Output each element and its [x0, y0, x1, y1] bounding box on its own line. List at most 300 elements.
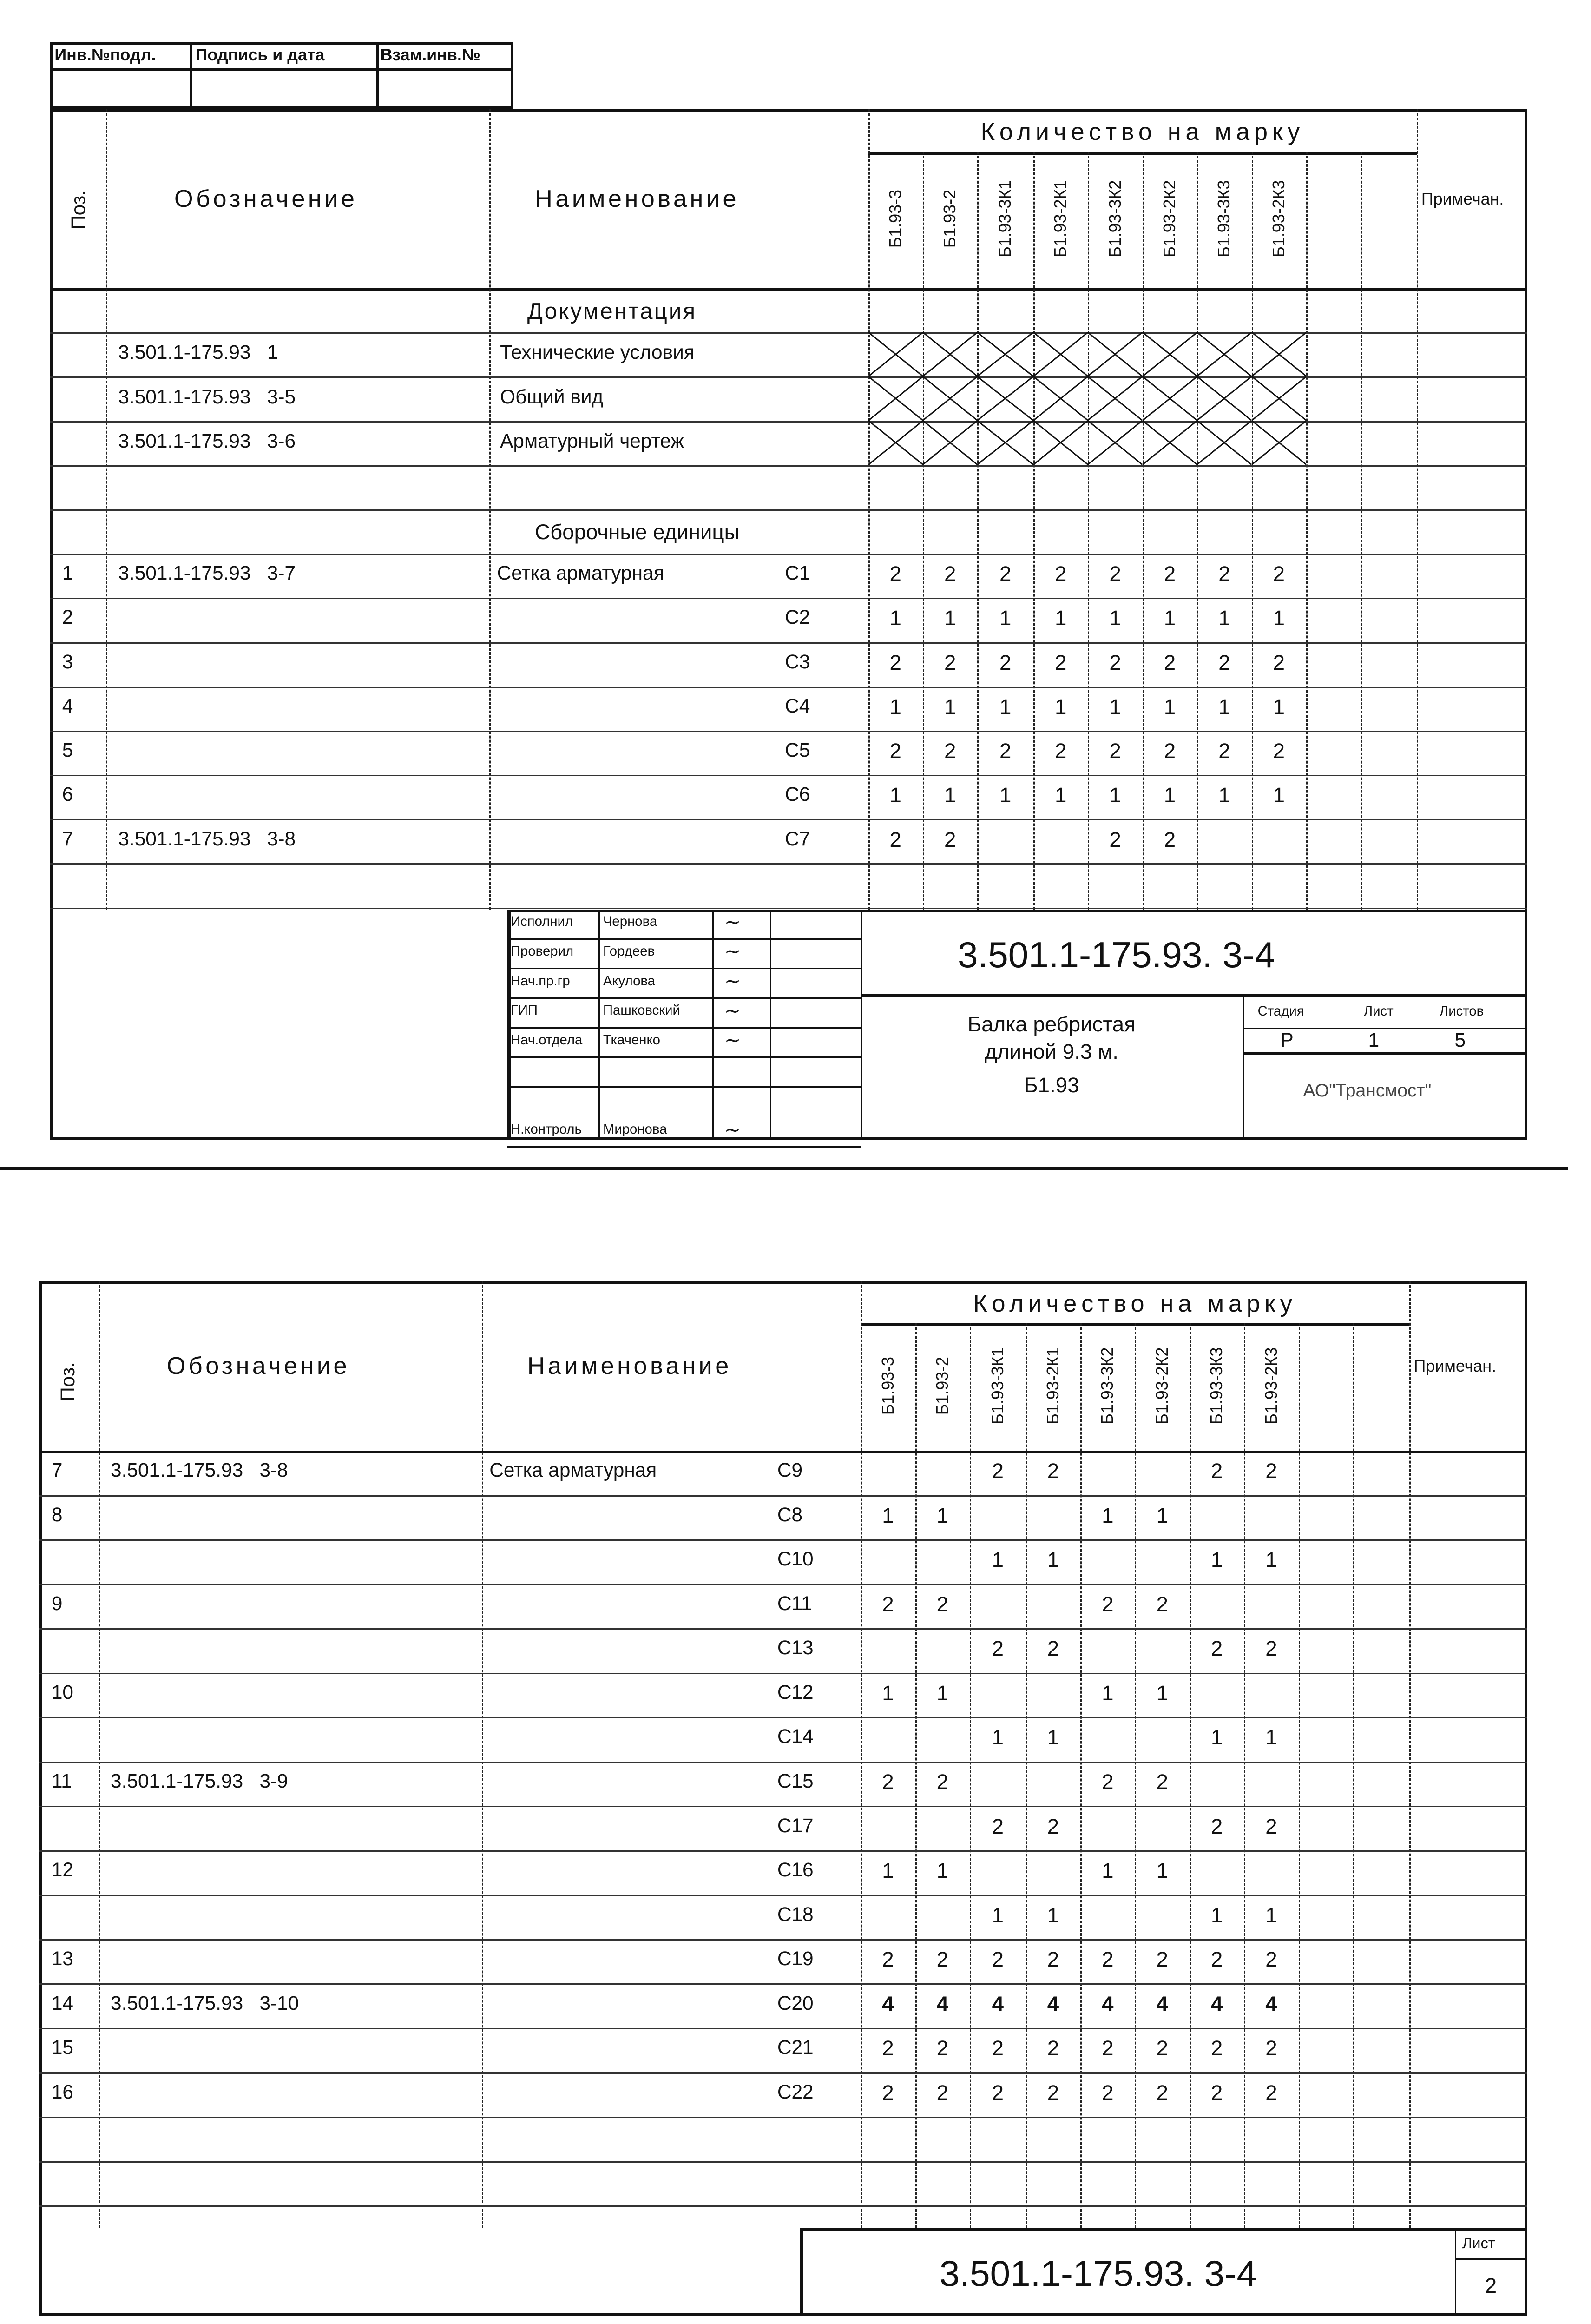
sheet-divider	[0, 1167, 1568, 1170]
column-line	[1353, 1323, 1354, 2228]
row-mark: С16	[777, 1859, 814, 1881]
row-rule	[39, 2072, 1527, 2073]
header-pos: Поз.	[57, 1361, 79, 1401]
qty-cell: 1	[1047, 1548, 1059, 1572]
qty-cell: 2	[944, 562, 956, 586]
row-designation: 3.501.1-175.93 3-8	[111, 1459, 288, 1481]
qty-cell: 2	[1102, 1770, 1114, 1794]
qty-cell: 2	[1156, 2036, 1168, 2060]
cross-cell-icon	[923, 332, 977, 376]
qty-cell: 1	[1055, 783, 1067, 807]
cross-cell-icon	[923, 376, 977, 421]
qty-cell: 2	[889, 562, 901, 586]
row-mark: С14	[777, 1725, 814, 1748]
mark-column-label: Б1.93-2К2	[1160, 180, 1179, 257]
sheet-number-2: 2	[1485, 2273, 1497, 2298]
qty-cell: 1	[889, 606, 901, 630]
sheet-value: 1	[1368, 1029, 1380, 1051]
row-designation: 3.501.1-175.93 3-7	[118, 562, 296, 584]
row-mark: С18	[777, 1903, 814, 1925]
document-code-2: 3.501.1-175.93. 3-4	[939, 2252, 1257, 2294]
signature: ~	[724, 910, 741, 933]
row-mark: С12	[777, 1681, 814, 1703]
organization: АО"Трансмост"	[1303, 1081, 1432, 1101]
mark-column-label: Б1.93-3К3	[1215, 180, 1234, 257]
qty-cell: 1	[882, 1681, 894, 1705]
stamp-replace-label: Взам.инв.№	[380, 45, 480, 64]
section-assemblies: Сборочные единицы	[535, 520, 740, 544]
qty-cell: 1	[1273, 694, 1285, 719]
qty-cell: 1	[1218, 783, 1230, 807]
qty-cell: 1	[1102, 1859, 1114, 1883]
qty-cell: 1	[999, 606, 1012, 630]
mark-column-label: Б1.93-3К1	[988, 1347, 1007, 1425]
qty-cell: 2	[1265, 1637, 1277, 1661]
row-mark: С10	[777, 1548, 814, 1570]
qty-cell: 2	[1265, 1814, 1277, 1838]
row-pos: 12	[51, 1859, 73, 1881]
row-rule	[50, 731, 1527, 732]
cross-cell-icon	[1197, 376, 1251, 421]
header-qty-title: Количество на марку	[980, 119, 1304, 146]
qty-cell: 2	[1273, 562, 1285, 586]
qty-cell: 2	[1210, 2036, 1223, 2060]
row-pos: 8	[51, 1503, 63, 1525]
qty-cell: 4	[1102, 1992, 1114, 2016]
title-line-2: длиной 9.3 м.	[985, 1040, 1118, 1064]
qty-cell: 2	[992, 1637, 1004, 1661]
qty-cell: 2	[889, 650, 901, 674]
cross-cell-icon	[1252, 376, 1306, 421]
role-label: ГИП	[510, 1003, 538, 1018]
stamp-sign-label: Подпись и дата	[195, 45, 325, 64]
row-name: Сетка арматурная	[497, 562, 664, 584]
qty-cell: 2	[1047, 1637, 1059, 1661]
row-pos: 4	[62, 694, 73, 717]
qty-cell: 2	[1102, 1948, 1114, 1972]
row-rule	[50, 598, 1527, 599]
qty-cell: 2	[936, 2036, 949, 2060]
qty-cell: 2	[882, 2080, 894, 2105]
title-line-3: Б1.93	[1024, 1073, 1079, 1097]
qty-cell: 2	[1265, 2080, 1277, 2105]
qty-cell: 2	[1265, 1948, 1277, 1972]
qty-cell: 1	[1047, 1725, 1059, 1750]
qty-cell: 1	[1164, 606, 1176, 630]
row-pos: 1	[62, 562, 73, 584]
qty-cell: 2	[992, 1948, 1004, 1972]
header-qty-title: Количество на марку	[973, 1290, 1297, 1318]
row-pos: 11	[51, 1770, 72, 1792]
qty-cell: 1	[992, 1903, 1004, 1927]
cross-cell-icon	[868, 332, 923, 376]
row-rule	[39, 1673, 1527, 1674]
mark-column-label: Б1.93-3	[886, 190, 905, 248]
qty-cell: 1	[1109, 606, 1121, 630]
sheet-label-2: Лист	[1462, 2234, 1495, 2251]
cross-cell-icon	[1088, 376, 1142, 421]
row-rule	[50, 554, 1527, 555]
stage-label: Стадия	[1257, 1003, 1304, 1019]
title-block-col	[1243, 994, 1244, 1140]
header-pos: Поз.	[67, 190, 90, 230]
row-designation: 3.501.1-175.93 3-9	[111, 1770, 288, 1792]
qty-cell: 2	[936, 1948, 949, 1972]
qty-cell: 1	[1055, 606, 1067, 630]
row-mark: С17	[777, 1814, 814, 1836]
row-rule	[50, 687, 1527, 688]
qty-cell: 2	[992, 2036, 1004, 2060]
qty-cell: 1	[1109, 783, 1121, 807]
row-mark: С13	[777, 1637, 814, 1659]
row-mark: С20	[777, 1992, 814, 2014]
row-mark: С4	[785, 694, 810, 717]
mark-column-label: Б1.93-2	[940, 190, 960, 248]
qty-cell: 2	[1109, 827, 1121, 852]
row-rule	[39, 2028, 1527, 2029]
cross-cell-icon	[1088, 421, 1142, 465]
row-rule	[39, 1539, 1527, 1541]
qty-cell: 2	[882, 1770, 894, 1794]
role-label: Проверил	[510, 943, 574, 959]
qty-cell: 4	[992, 1992, 1004, 2016]
mark-column-label: Б1.93-2К3	[1262, 1347, 1281, 1425]
qty-cell: 1	[1156, 1859, 1168, 1883]
sheets-value: 5	[1454, 1029, 1466, 1051]
qty-cell: 2	[1164, 562, 1176, 586]
role-label: Нач.отдела	[510, 1032, 583, 1048]
qty-cell: 1	[1102, 1503, 1114, 1527]
cross-cell-icon	[977, 376, 1033, 421]
qty-cell: 1	[1164, 783, 1176, 807]
qty-cell: 2	[1210, 1948, 1223, 1972]
title-block-edge	[507, 910, 511, 1140]
person-name: Ткаченко	[603, 1032, 660, 1048]
row-pos: 10	[51, 1681, 73, 1703]
qty-cell: 4	[1156, 1992, 1168, 2016]
row-rule	[50, 863, 1527, 865]
doc-designation: 3.501.1-175.93 3-6	[118, 429, 296, 452]
doc-name: Общий вид	[500, 385, 604, 408]
qty-cell: 1	[999, 783, 1012, 807]
stamp-col	[190, 42, 193, 109]
row-pos: 16	[51, 2080, 73, 2103]
row-mark: С1	[785, 562, 810, 584]
role-label: Исполнил	[510, 914, 573, 930]
qty-cell: 1	[1047, 1903, 1059, 1927]
qty-cell: 2	[1218, 739, 1230, 763]
qty-cell: 1	[889, 694, 901, 719]
qty-cell: 1	[1164, 694, 1176, 719]
row-mark: С21	[777, 2036, 814, 2059]
title-block-col	[1455, 2228, 1456, 2316]
header-rule	[39, 1451, 1527, 1454]
qty-cell: 1	[1156, 1681, 1168, 1705]
row-mark: С7	[785, 827, 810, 850]
title-block-rule	[507, 1086, 861, 1088]
qty-cell: 2	[944, 827, 956, 852]
role-label: Нач.пр.гр	[510, 973, 570, 989]
row-rule	[39, 1495, 1527, 1496]
row-designation: 3.501.1-175.93 3-10	[111, 1992, 299, 2014]
row-pos: 6	[62, 783, 73, 805]
sheets-label: Листов	[1439, 1003, 1484, 1019]
stamp-col	[376, 42, 379, 109]
title-block-col	[598, 910, 600, 1140]
column-line	[1409, 1281, 1411, 2228]
row-mark: С6	[785, 783, 810, 805]
signature: ~	[724, 1118, 741, 1141]
row-rule	[39, 1762, 1527, 1763]
qty-cell: 1	[882, 1503, 894, 1527]
mark-column-label: Б1.93-2	[933, 1357, 952, 1415]
qty-cell: 2	[944, 650, 956, 674]
qty-cell: 2	[936, 2080, 949, 2105]
title-block-rule	[1243, 1052, 1527, 1055]
person-name: Миронова	[603, 1122, 667, 1137]
qty-cell: 1	[1273, 783, 1285, 807]
qty-cell: 2	[1210, 1459, 1223, 1483]
qty-cell: 4	[1265, 1992, 1277, 2016]
qty-cell: 2	[936, 1770, 949, 1794]
qty-cell: 1	[1109, 694, 1121, 719]
qty-cell: 2	[1102, 2036, 1114, 2060]
row-rule	[39, 1584, 1527, 1585]
title-block-rule	[507, 1056, 861, 1058]
qty-cell: 2	[992, 1814, 1004, 1838]
title-block-rule	[507, 1146, 861, 1147]
row-rule	[39, 2161, 1527, 2163]
qty-cell: 2	[1164, 650, 1176, 674]
row-rule	[50, 775, 1527, 776]
qty-cell: 1	[1265, 1903, 1277, 1927]
qty-cell: 2	[889, 827, 901, 852]
qty-cell: 2	[1109, 739, 1121, 763]
cross-cell-icon	[977, 332, 1033, 376]
cross-cell-icon	[1033, 421, 1088, 465]
row-mark: С15	[777, 1770, 814, 1792]
row-rule	[50, 819, 1527, 820]
qty-cell: 2	[1210, 1814, 1223, 1838]
role-label: Н.контроль	[510, 1122, 582, 1137]
title-block-rule	[507, 910, 1527, 913]
cross-cell-icon	[923, 421, 977, 465]
qty-cell: 2	[1265, 1459, 1277, 1483]
qty-cell: 2	[992, 2080, 1004, 2105]
title-block-rule	[507, 938, 861, 940]
row-rule	[39, 1939, 1527, 1941]
qty-cell: 2	[1055, 739, 1067, 763]
doc-designation: 3.501.1-175.93 1	[118, 341, 278, 363]
qty-cell: 4	[1210, 1992, 1223, 2016]
qty-cell: 2	[1102, 1592, 1114, 1616]
qty-cell: 1	[1210, 1725, 1223, 1750]
qty-cell: 2	[1047, 2036, 1059, 2060]
signature: ~	[724, 999, 741, 1022]
qty-cell: 1	[889, 783, 901, 807]
qty-cell: 2	[1047, 2080, 1059, 2105]
person-name: Пашковский	[603, 1003, 680, 1018]
qty-cell: 2	[1164, 739, 1176, 763]
qty-cell: 2	[1265, 2036, 1277, 2060]
qty-cell: 2	[999, 739, 1012, 763]
row-rule	[39, 1806, 1527, 1807]
row-mark: С11	[777, 1592, 812, 1614]
row-pos: 2	[62, 606, 73, 628]
qty-cell: 2	[1210, 1637, 1223, 1661]
qty-cell: 2	[882, 1948, 894, 1972]
qty-cell: 2	[1156, 2080, 1168, 2105]
title-block-rule	[861, 994, 1527, 997]
cross-cell-icon	[1143, 332, 1197, 376]
cross-cell-icon	[1088, 332, 1142, 376]
qty-cell: 2	[1047, 1814, 1059, 1838]
qty-cell: 1	[1156, 1503, 1168, 1527]
column-line	[482, 1281, 483, 2228]
title-block-rule	[507, 997, 861, 999]
signature: ~	[724, 940, 741, 963]
row-pos: 5	[62, 739, 73, 761]
row-rule	[39, 2205, 1527, 2207]
qty-cell: 1	[1265, 1548, 1277, 1572]
row-rule	[39, 1850, 1527, 1852]
mark-column-label: Б1.93-3К2	[1098, 1347, 1117, 1425]
cross-cell-icon	[977, 421, 1033, 465]
mark-column-label: Б1.93-2К1	[1051, 180, 1070, 257]
qty-cell: 1	[944, 783, 956, 807]
doc-name: Технические условия	[500, 341, 695, 363]
row-name: Сетка арматурная	[489, 1459, 657, 1481]
qty-cell: 2	[1109, 562, 1121, 586]
cross-cell-icon	[868, 376, 923, 421]
title-block-rule	[507, 968, 861, 969]
cross-cell-icon	[1252, 421, 1306, 465]
header-name: Наименование	[527, 1352, 732, 1380]
header-designation: Обозначение	[166, 1352, 350, 1380]
doc-designation: 3.501.1-175.93 3-5	[118, 385, 296, 408]
title-block-rule	[507, 1027, 861, 1028]
mark-column-label: Б1.93-3К2	[1105, 180, 1124, 257]
cross-cell-icon	[1143, 376, 1197, 421]
qty-cell: 4	[1047, 1992, 1059, 2016]
title-block-col	[770, 910, 771, 1140]
sheet-label: Лист	[1363, 1003, 1394, 1019]
row-rule	[39, 2117, 1527, 2118]
row-pos: 3	[62, 650, 73, 673]
qty-cell: 2	[944, 739, 956, 763]
qty-cell: 2	[882, 2036, 894, 2060]
header-note: Примечан.	[1413, 1356, 1497, 1375]
column-line	[1299, 1323, 1300, 2228]
qty-cell: 2	[889, 739, 901, 763]
qty-cell: 1	[944, 694, 956, 719]
row-rule	[39, 1983, 1527, 1985]
qty-cell: 2	[1273, 739, 1285, 763]
cross-cell-icon	[1252, 332, 1306, 376]
stage-value: Р	[1280, 1029, 1294, 1051]
qty-cell: 2	[882, 1592, 894, 1616]
document-code: 3.501.1-175.93. 3-4	[957, 934, 1275, 975]
mark-column-label: Б1.93-3К1	[996, 180, 1015, 257]
row-pos: 14	[51, 1992, 73, 2014]
cross-cell-icon	[1143, 421, 1197, 465]
title-block-col	[712, 910, 714, 1140]
qty-cell: 1	[1210, 1548, 1223, 1572]
qty-cell: 1	[1218, 606, 1230, 630]
row-mark: С22	[777, 2080, 814, 2103]
section-documentation: Документация	[527, 299, 697, 324]
header-name: Наименование	[535, 185, 740, 212]
cross-cell-icon	[1197, 421, 1251, 465]
qty-cell: 1	[992, 1725, 1004, 1750]
cross-cell-icon	[1033, 376, 1088, 421]
qty-cell: 2	[1047, 1948, 1059, 1972]
qty-cell: 1	[1210, 1903, 1223, 1927]
qty-cell: 2	[1273, 650, 1285, 674]
row-pos: 9	[51, 1592, 63, 1614]
mark-column-label: Б1.93-2К1	[1043, 1347, 1062, 1425]
qty-cell: 2	[1218, 562, 1230, 586]
doc-name: Арматурный чертеж	[500, 429, 684, 452]
row-rule	[39, 1895, 1527, 1896]
row-designation: 3.501.1-175.93 3-8	[118, 827, 296, 850]
qty-cell: 2	[1055, 650, 1067, 674]
qty-cell: 2	[1218, 650, 1230, 674]
row-mark: С19	[777, 1948, 814, 1970]
qty-cell: 2	[999, 650, 1012, 674]
column-line	[1306, 152, 1308, 910]
column-line	[1361, 152, 1362, 910]
qty-cell: 1	[944, 606, 956, 630]
qty-cell: 1	[1218, 694, 1230, 719]
person-name: Чернова	[603, 914, 657, 930]
signature: ~	[724, 970, 741, 993]
row-pos: 7	[62, 827, 73, 850]
qty-cell: 2	[992, 1459, 1004, 1483]
qty-cell: 2	[936, 1592, 949, 1616]
qty-cell: 2	[1164, 827, 1176, 852]
person-name: Акулова	[603, 973, 655, 989]
qty-cell: 1	[992, 1548, 1004, 1572]
header-designation: Обозначение	[174, 185, 358, 212]
row-mark: С9	[777, 1459, 803, 1481]
title-block-rule	[1455, 2258, 1528, 2260]
qty-cell: 1	[882, 1859, 894, 1883]
qty-cell: 1	[1265, 1725, 1277, 1750]
row-rule	[50, 509, 1527, 511]
qty-cell: 1	[936, 1681, 949, 1705]
row-rule	[50, 642, 1527, 643]
header-note: Примечан.	[1421, 189, 1504, 208]
qty-cell: 2	[1109, 650, 1121, 674]
qty-cell: 2	[1047, 1459, 1059, 1483]
qty-cell: 1	[1102, 1681, 1114, 1705]
qty-cell: 2	[1156, 1948, 1168, 1972]
cross-cell-icon	[1197, 332, 1251, 376]
qty-cell: 4	[936, 1992, 949, 2016]
row-rule	[39, 1717, 1527, 1718]
row-pos: 7	[51, 1459, 63, 1481]
cross-cell-icon	[868, 421, 923, 465]
person-name: Гордеев	[603, 943, 655, 959]
signature: ~	[724, 1029, 741, 1052]
qty-cell: 1	[999, 694, 1012, 719]
row-mark: С3	[785, 650, 810, 673]
row-rule	[39, 1628, 1527, 1630]
row-rule	[50, 465, 1527, 466]
mark-column-label: Б1.93-3К3	[1207, 1347, 1226, 1425]
qty-cell: 2	[999, 562, 1012, 586]
